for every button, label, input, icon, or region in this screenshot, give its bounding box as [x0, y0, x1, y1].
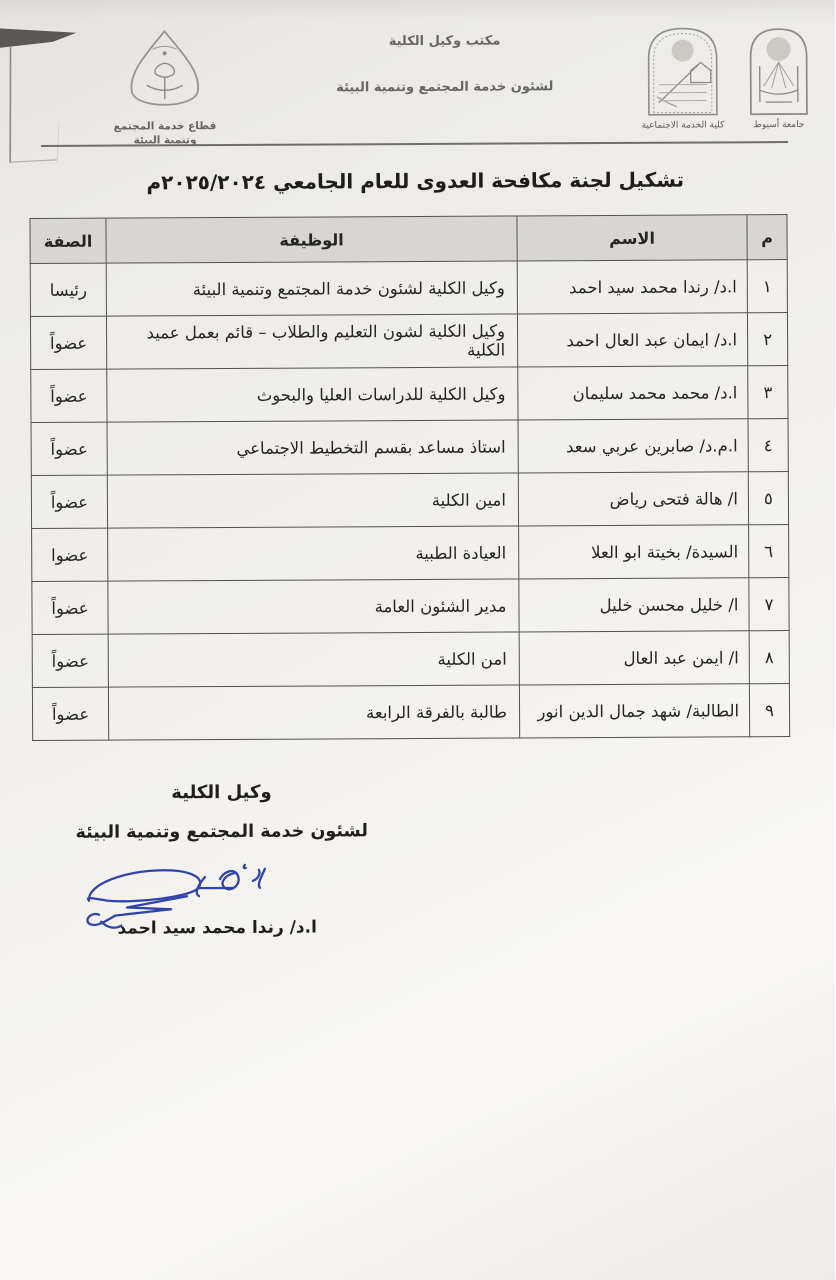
signer-name: ا.د/ رندا محمد سيد احمد	[118, 917, 318, 939]
member-name: الطالبة/ شهد جمال الدين انور	[520, 684, 750, 738]
document-title: تشكيل لجنة مكافحة العدوى للعام الجامعي ٢٠٢٥/٢٠٢٤م	[147, 167, 686, 195]
member-name: ا.د/ رندا محمد سيد احمد	[518, 260, 748, 314]
row-number: ٦	[750, 525, 790, 578]
sector-logo-block	[85, 27, 246, 148]
table-row	[32, 419, 789, 476]
table-row	[31, 313, 788, 370]
member-name: ا.د/ محمد محمد سليمان	[519, 366, 749, 420]
member-job: وكيل الكلية لشون التعليم والطلاب – قائم بعمل عميد الكلية	[107, 314, 518, 369]
table-row	[32, 366, 789, 423]
member-job: مدير الشئون العامة	[109, 579, 520, 634]
member-name: السيدة/ بخيتة ابو العلا	[520, 525, 750, 579]
member-role: عضواً	[33, 687, 109, 740]
row-number: ٣	[749, 366, 789, 419]
column-header-role: الصفة	[31, 218, 107, 263]
member-role: عضواً	[32, 422, 108, 475]
member-name: ا.د/ ايمان عبد العال احمد	[518, 313, 748, 367]
member-role: عضواً	[33, 581, 109, 634]
committee-table	[30, 214, 791, 741]
member-job: استاذ مساعد بقسم التخطيط الاجتماعي	[108, 420, 519, 475]
member-job: طالبة بالفرقة الرابعة	[109, 685, 520, 740]
row-number: ٢	[748, 313, 788, 366]
row-number: ٩	[750, 684, 790, 737]
row-number: ٧	[750, 578, 790, 631]
member-job: امن الكلية	[109, 632, 520, 687]
office-text-line1: مكتب وكيل الكلية	[389, 33, 502, 50]
member-name: ا.م.د/ صابرين عربي سعد	[519, 419, 749, 473]
university-logo-caption: جامعة أسيوط	[754, 119, 806, 131]
row-number: ١	[748, 260, 788, 313]
office-text-line2: لشئون خدمة المجتمع وتنمية البيئة	[337, 79, 555, 96]
table-row	[33, 525, 790, 582]
table-row	[33, 578, 790, 635]
column-header-name: الاسم	[518, 215, 748, 261]
member-job: امين الكلية	[108, 473, 519, 528]
member-role: عضواً	[32, 369, 108, 422]
table-header-row	[31, 215, 788, 264]
table-row	[31, 260, 788, 317]
member-job: العيادة الطبية	[109, 526, 520, 581]
faculty-logo-block	[637, 22, 730, 130]
table-row	[33, 684, 790, 741]
faculty-of-social-work-emblem-icon	[643, 22, 724, 118]
member-role: عضواً	[33, 634, 109, 687]
column-header-job: الوظيفة	[107, 216, 518, 263]
member-name: ا/ خليل محسن خليل	[520, 578, 750, 632]
row-number: ٤	[749, 419, 789, 472]
university-logo-block	[742, 24, 817, 130]
column-header-number: م	[748, 215, 788, 260]
member-role: عضواً	[32, 475, 108, 528]
member-role: عضواً	[31, 316, 107, 369]
sector-caption-line1: قطاع خدمة المجتمع	[114, 120, 218, 133]
community-sector-emblem-icon	[117, 27, 213, 120]
member-role: رئيسا	[31, 263, 107, 316]
sector-caption-line2: وتنمية البيئة	[134, 134, 198, 147]
faculty-logo-caption: كلية الخدمة الاجتماعية	[642, 120, 726, 131]
signature-title-line1: وكيل الكلية	[172, 781, 273, 804]
scan-artifact-corner	[0, 2, 94, 188]
assiut-university-emblem-icon	[746, 24, 812, 118]
row-number: ٨	[750, 631, 790, 684]
member-job: وكيل الكلية للدراسات العليا والبحوث	[108, 367, 519, 422]
signature-title-line2: لشئون خدمة المجتمع وتنمية البيئة	[76, 821, 369, 843]
row-number: ٥	[749, 472, 789, 525]
member-job: وكيل الكلية لشئون خدمة المجتمع وتنمية البيئة	[107, 261, 518, 316]
member-name: ا/ ايمن عبد العال	[520, 631, 750, 685]
table-row	[33, 631, 790, 688]
table-row	[32, 472, 789, 529]
member-role: عضوا	[33, 528, 109, 581]
member-name: ا/ هالة فتحى رياض	[519, 472, 749, 526]
